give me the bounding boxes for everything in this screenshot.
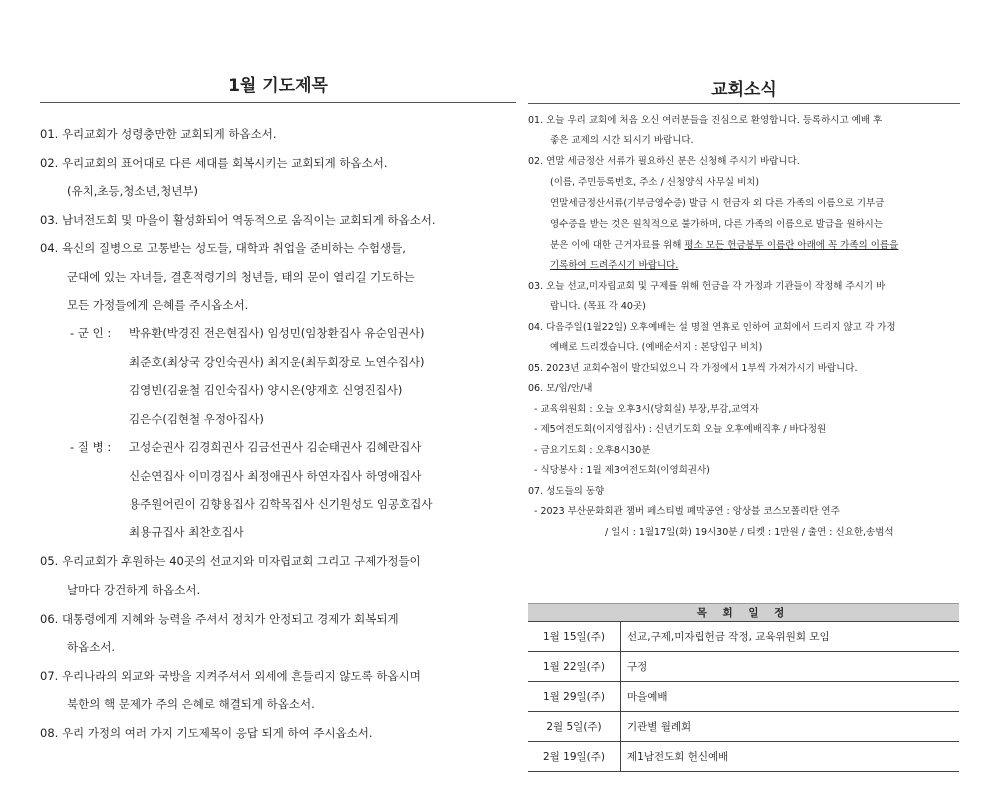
schedule-event: 선교,구제,미자립헌금 작정, 교육위원회 모임 (621, 622, 960, 652)
schedule-date: 1월 15일(주) (528, 622, 621, 652)
schedule-row (528, 682, 959, 712)
news-item: 01. 오늘 우리 교회에 처음 오신 여러분들을 진심으로 환영합니다. 등록하시고 예배 후 (528, 115, 883, 126)
news-item-continued: 영수증을 받는 것은 원칙적으로 불가하며, 다른 가족의 이름으로 발급을 원하시는 (550, 219, 884, 230)
prayer-item: 08. 우리 가정의 여러 가지 기도제목이 응답 되게 하여 주시옵소서. (40, 726, 373, 740)
news-underlined-text: 평소 모든 헌금봉투 이름란 아래에 꼭 가족의 이름을 (684, 240, 899, 251)
schedule-date: 2월 5일(주) (528, 712, 621, 742)
prayer-item-continued: 모든 가정들에게 은혜를 주시옵소서. (67, 298, 249, 312)
schedule-table (528, 603, 959, 772)
schedule-header-row (528, 604, 959, 622)
soldier-names: 김은수(김현철 우정아집사) (129, 412, 264, 426)
soldier-names: 박유환(박경진 전은현집사) 임성민(임창환집사 유순임권사) (129, 326, 425, 340)
news-subitem-continued: / 일시 : 1월17일(화) 19시30분 / 티켓 : 1만원 / 출연 : 신요한,송범석 (605, 527, 894, 538)
prayer-title-divider (40, 102, 516, 103)
news-title: 교회소식 (711, 80, 777, 100)
sick-names: 용주원어린이 김향용집사 김학목집사 신기원성도 임공호집사 (129, 497, 433, 511)
news-item: 06. 모/임/안/내 (528, 383, 593, 394)
prayer-item: 02. 우리교회의 표어대로 다른 세대를 회복시키는 교회되게 하옵소서. (40, 156, 388, 170)
prayer-item-continued: 날마다 강건하게 하옵소서. (67, 583, 201, 597)
prayer-item: 03. 남녀전도회 및 마을이 활성화되어 역동적으로 움직이는 교회되게 하옵소서. (40, 213, 436, 227)
news-item-continued (550, 239, 898, 252)
schedule-event: 제1남전도회 헌신예배 (621, 742, 960, 772)
prayer-item: 05. 우리교회가 후원하는 40곳의 선교지와 미자립교회 그리고 구제가정들이 (40, 554, 421, 568)
schedule-date: 1월 29일(주) (528, 682, 621, 712)
news-item: 03. 오늘 선교,미자립교회 및 구제를 위해 헌금을 각 가정과 기관들이 작정해 주시기 바 (528, 281, 886, 292)
sick-names: 신순연집사 이미경집사 최정애권사 하연자집사 하영애집사 (129, 469, 422, 483)
sick-label: - 질 병 : (70, 440, 112, 454)
news-item-continued: 랍니다. (목표 각 40곳) (550, 301, 646, 312)
news-item: 02. 연말 세금정산 서류가 필요하신 분은 신청해 주시기 바랍니다. (528, 156, 800, 167)
schedule-event: 마을예배 (621, 682, 960, 712)
schedule-date: 2월 19일(주) (528, 742, 621, 772)
news-item: 07. 성도들의 동향 (528, 486, 605, 497)
schedule-row (528, 742, 959, 772)
prayer-item: 01. 우리교회가 성령충만한 교회되게 하옵소서. (40, 127, 277, 141)
news-item: 04. 다음주일(1월22일) 오후예배는 설 명절 연휴로 인하여 교회에서 드리지 않고 각 가정 (528, 322, 896, 333)
schedule-event: 기관별 월례회 (621, 712, 960, 742)
news-title-divider (528, 103, 960, 104)
news-subitem: - 제5여전도회(이지영집사) : 신년기도회 오늘 오후예배직후 / 바다정원 (534, 424, 827, 435)
schedule-row (528, 652, 959, 682)
soldier-label: - 군 인 : (70, 326, 112, 340)
news-text: 분은 이에 대한 근거자료를 위해 (550, 240, 685, 251)
sick-names: 최용규집사 최찬호집사 (129, 525, 244, 539)
soldier-names: 최준호(최상국 강인숙권사) 최지운(최두회장로 노연수집사) (129, 355, 425, 369)
schedule-header: 목 회 일 정 (528, 604, 959, 622)
prayer-item-continued: 하옵소서. (67, 640, 116, 654)
prayer-item: 06. 대통령에게 지혜와 능력을 주셔서 정치가 안정되고 경제가 회복되게 (40, 612, 399, 626)
news-subitem: - 금요기도회 : 오후8시30분 (534, 445, 651, 456)
news-subitem: - 교육위원회 : 오늘 오후3시(당회실) 부장,부감,교역자 (534, 404, 759, 415)
soldier-names: 김영빈(김윤철 김인숙집사) 양시온(양재호 신영진집사) (129, 383, 403, 397)
news-item: 05. 2023년 교회수첩이 발간되었으니 각 가정에서 1부씩 가져가시기 바랍니다. (528, 363, 858, 374)
news-item-continued: (이름, 주민등록번호, 주소 / 신청양식 사무실 비치) (550, 177, 760, 188)
news-subitem: - 2023 부산문화회관 챔버 페스티벌 폐막공연 : 앙상블 코스모폴리탄 연주 (534, 506, 840, 517)
schedule-row (528, 712, 959, 742)
prayer-item: 04. 육신의 질병으로 고통받는 성도들, 대학과 취업을 준비하는 수험생들, (40, 241, 406, 255)
schedule-date: 1월 22일(주) (528, 652, 621, 682)
news-item-continued: 연말세금정산서류(기부금영수증) 발급 시 헌금자 외 다른 가족의 이름으로 기부금 (550, 198, 885, 209)
prayer-item: 07. 우리나라의 외교와 국방을 지켜주셔서 외세에 흔들리지 않도록 하옵시며 (40, 669, 421, 683)
prayer-item-note: (유치,초등,청소년,청년부) (67, 184, 199, 198)
news-subitem: - 식당봉사 : 1월 제3여전도회(이영희권사) (534, 465, 710, 476)
schedule-event: 구정 (621, 652, 960, 682)
prayer-item-continued: 북한의 핵 문제가 주의 은혜로 해결되게 하옵소서. (67, 697, 315, 711)
sick-names: 고성순권사 김경희권사 김금선권사 김순태권사 김혜란집사 (129, 440, 422, 454)
news-underlined-text: 기록하여 드려주시기 바랍니다. (550, 260, 679, 271)
prayer-title: 1월 기도제목 (228, 76, 328, 96)
schedule-row (528, 622, 959, 652)
prayer-item-continued: 군대에 있는 자녀들, 결혼적령기의 청년들, 태의 문이 열리길 기도하는 (67, 270, 415, 284)
news-item-continued: 예배로 드리겠습니다. (예배순서지 : 본당입구 비치) (550, 342, 763, 353)
news-item-continued: 좋은 교제의 시간 되시기 바랍니다. (550, 135, 694, 146)
